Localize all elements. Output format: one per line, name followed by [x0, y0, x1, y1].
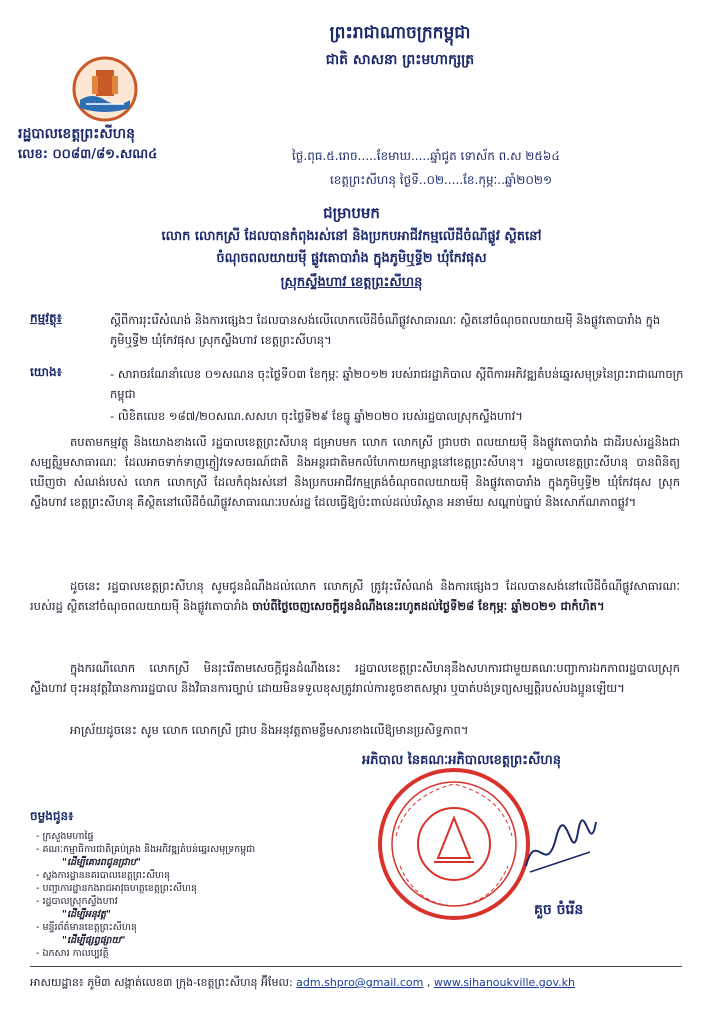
recipient-item: - គណៈកម្មាធិការជាតិគ្រប់គ្រង និងអភិវឌ្ឍតំបន់ឆ្នេរសមុទ្រកម្ពុជា: [36, 843, 336, 856]
body-paragraph-1: តបតាមកម្មវត្ថុ និងយោងខាងលើ រដ្ឋបាលខេត្តព្រះសីហនុ ជម្រាបមក លោក លោកស្រី ជ្រាបថា ពលយាយម៉ី និងផ្លូវតោបារាំង ជាដីរបស់រដ្ឋនិងជាសម្បត្តិរួមសាធារណៈ ដែលអាចទាក់ទាញភ្ញៀវទេសចរណ៍ជាតិ និងអន្តរជាតិមកលំហែកាយកម្សាន្តនៅខេត្តព្រះសីហនុ។ រដ្ឋបាលខេត្តព្រះសីហនុ បានពិនិត្យឃើញថា សំណង់របស់ លោក លោកស្រី ដែលកំពុងរស់នៅ និងប្រកបអាជីវកម្មត្រង់ចំណុចពលយាយម៉ី និងផ្លូវតោបារាំង ក្នុងភូមិឬទ្ធី២ ឃុំកែវផុស ស្រុកស្ទឹងហាវ ខេត្តព្រះសីហនុ គឺស្ថិតនៅលើដីចំណីផ្លូវសាធារណៈរបស់រដ្ឋ ដែលធ្វើឱ្យប៉ះពាល់ដល់បរិស្ថាន អនាម័យ សណ្តាប់ធ្នាប់ និងសោភ័ណភាពផ្លូវ។: [30, 435, 680, 509]
reference-item-1: - សារាចរណែនាំលេខ ០១សណន ចុះថ្ងៃទី០៣ ខែកុម្ភៈ ឆ្នាំ២០១២ របស់រាជរដ្ឋាភិបាល ស្តីពីការអភិវឌ្ឍតំបន់ឆ្នេរសមុទ្រនៃព្រះរាជាណាចក្រកម្ពុជា: [110, 367, 684, 401]
recipient-item: - ស្នងការដ្ឋាននគរបាលខេត្តព្រះសីហនុ: [36, 869, 336, 882]
footer-email-link[interactable]: adm.shpro@gmail.com: [296, 976, 424, 989]
addressee-line-1: លោក លោកស្រី ដែលបានកំពុងរស់នៅ និងប្រកបអាជីវកម្មលើដីចំណីផ្លូវ ស្ថិតនៅ: [161, 229, 542, 244]
recipient-item: - រដ្ឋបាលស្រុកស្ទឹងហាវ: [36, 895, 336, 908]
official-stamp-seal: [376, 766, 532, 922]
signatory-title: អភិបាល នៃគណៈអភិបាលខេត្តព្រះសីហនុ: [362, 753, 561, 768]
addressee-line-2: ចំណុចពលយាយម៉ី ផ្លូវតោបារាំង ក្នុងភូមិឬទ្ធី២ ឃុំកែវផុស: [216, 251, 487, 266]
recipient-note: "ដើម្បីផ្សព្វផ្សាយ": [62, 935, 126, 946]
recipient-item: - ឯកសារ កាលប្បវត្តិ: [36, 947, 336, 960]
subject-label: កម្មវត្ថុ៖: [30, 311, 62, 325]
recipient-item: - បញ្ជាការដ្ឋានកងរាជអាវុធហត្ថខេត្តព្រះសីហនុ: [36, 882, 336, 895]
subject-text: ស្តីពីការរុះរើសំណង់ និងការផ្សេងៗ ដែលបានសង់លើលោកលើដីចំណីផ្លូវសាធារណៈ ស្ថិតនៅចំណុចពលយាយម៉ី និងផ្លូវតោបារាំង ក្នុងភូមិឬទ្ធី២ ឃុំកែវផុស ស្រុកស្ទឹងហាវ ខេត្តព្រះសីហនុ។: [110, 313, 661, 347]
footer-divider: [30, 966, 682, 967]
recipient-item: - ក្រសួងមហាផ្ទៃ: [36, 830, 336, 843]
province-emblem-logo: [72, 56, 138, 122]
paragraph-2-main: ដូចនេះ រដ្ឋបាលខេត្តព្រះសីហនុ សូមជូនដំណឹងដល់លោក លោកស្រី ត្រូវរុះរើសំណង់ និងការផ្សេងៗ ដែលបានសង់នៅលើដីចំណីផ្លូវសាធារណៈរបស់រដ្ឋ ស្ថិតនៅចំណុចពលយាយម៉ី និងផ្លូវតោបារាំង: [30, 579, 680, 613]
reference-item-2: - លិខិតលេខ ១៨៧/២០សណ.សសហ ចុះថ្ងៃទី២៩ ខែធ្នូ ឆ្នាំ២០២០ របស់រដ្ឋបាលស្រុកស្ទឹងហាវ។: [110, 409, 523, 423]
signatory-name: គួច ចំរើន: [534, 902, 584, 918]
reference-number: លេខ: ០០៨៣/៨១.សណ៤: [18, 147, 158, 162]
handwritten-signature: [520, 808, 600, 888]
recipient-note: "ដើម្បីអនុវត្ត": [62, 909, 111, 920]
footer-contact: [30, 976, 682, 992]
copy-to-label: ចម្លងជូន៖: [30, 809, 74, 823]
footer-address: អាសយដ្ឋាន៖ ភូមិ៣ សង្កាត់លេខ៣ ក្រុង-ខេត្តព្រះសីហនុ អ៊ីមែល:: [30, 976, 293, 989]
notice-heading: ជម្រាបមក: [323, 204, 380, 222]
addressee-line-3: ស្រុកស្ទឹងហាវ ខេត្តព្រះសីហនុ: [280, 275, 423, 290]
recipient-note: "ដើម្បីគោរពជូនជ្រាប": [62, 857, 141, 868]
recipient-item: - មន្ទីរព័ត៌មានខេត្តព្រះសីហនុ: [36, 921, 336, 934]
body-paragraph-2: [30, 576, 680, 616]
footer-separator: ,: [426, 976, 431, 989]
footer-website-link[interactable]: www.sihanoukville.gov.kh: [433, 976, 576, 989]
kingdom-title: ព្រះរាជាណាចក្រកម្ពុជា: [329, 23, 471, 43]
date-solar: ខេត្តព្រះសីហនុ ថ្ងៃទី..០២.....ខែ.កុម្ភៈ..ឆ្នាំ២០២១: [330, 173, 553, 187]
date-lunar: ថ្ងៃ.ពុធ.៥.រោច.....ខែមាឃ.....ឆ្នាំជូត ទោស័ក ព.ស ២៥៦៤: [292, 149, 560, 163]
body-paragraph-3: ក្នុងករណីលោក លោកស្រី មិនរុះរើតាមសេចក្តីជូនដំណឹងនេះ រដ្ឋបាលខេត្តព្រះសីហនុនឹងសហការជាមួយគណៈបញ្ជាការឯកភាពរដ្ឋបាលស្រុកស្ទឹងហាវ ចុះអនុវត្តវិធានការរដ្ឋបាល និងវិធានការច្បាប់ ដោយមិនទទួលខុសត្រូវរាល់ការខូចខាតសម្ភារ ឬបាត់បង់ទ្រព្យសម្បត្តិរបស់បងប្អូនឡើយ។: [30, 661, 680, 695]
reference-label: យោង៖: [30, 365, 62, 379]
national-motto: ជាតិ សាសនា ព្រះមហាក្សត្រ: [325, 52, 475, 68]
body-paragraph-4: អាស្រ័យដូចនេះ សូម លោក លោកស្រី ជ្រាប និងអនុវត្តតាមខ្លឹមសារខាងលើឱ្យមានប្រសិទ្ធភាព។: [70, 723, 469, 737]
copy-to-list: [36, 830, 336, 960]
issuing-authority: រដ្ឋបាលខេត្តព្រះសីហនុ: [18, 126, 135, 142]
deadline-text: ចាប់ពីថ្ងៃចេញសេចក្តីជូនដំណឹងនេះរហូតដល់ថ្ងៃទី២៨ ខែកុម្ភៈ ឆ្នាំ២០២១ ជាកំហិត។: [252, 599, 605, 613]
